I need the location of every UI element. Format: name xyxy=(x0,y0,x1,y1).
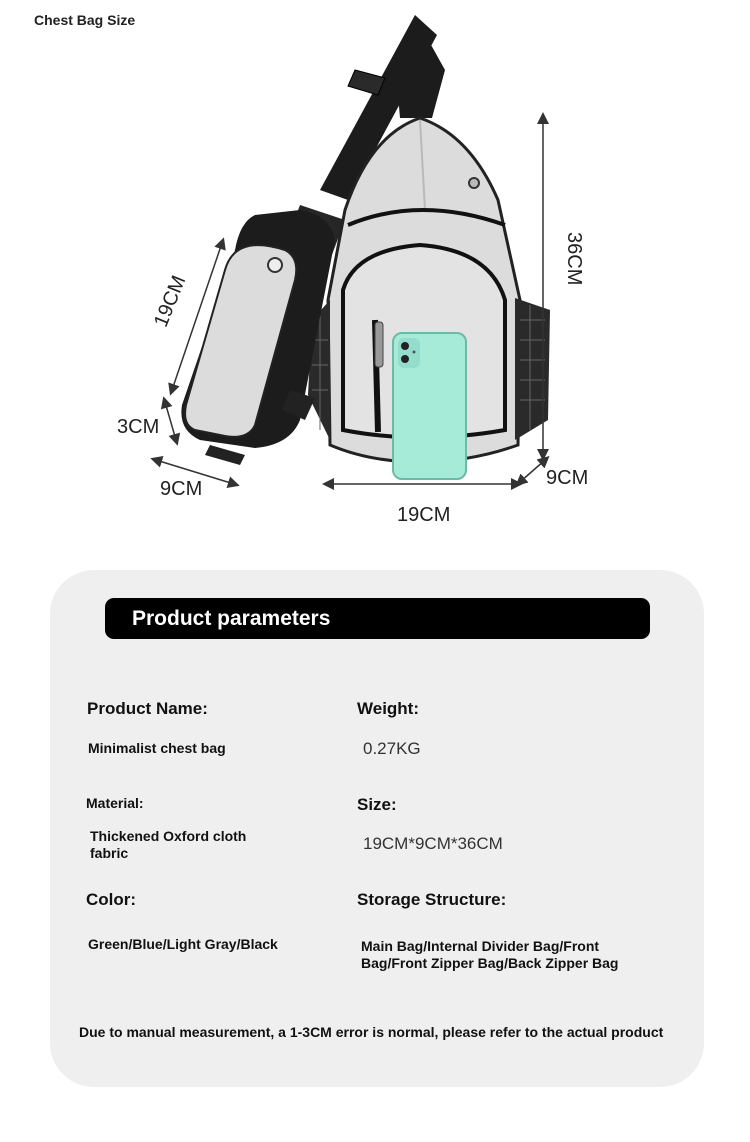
weight-value: 0.27KG xyxy=(363,739,421,758)
storage-value-line2: Bag/Front Zipper Bag/Back Zipper Bag xyxy=(361,955,619,971)
weight-label: Weight: xyxy=(357,699,420,718)
page-title: Chest Bag Size xyxy=(34,12,136,28)
product-name-value: Minimalist chest bag xyxy=(88,740,226,756)
dim-pouch-thickness: 3CM xyxy=(117,416,160,438)
product-name-label: Product Name: xyxy=(87,699,208,718)
dim-main-height: 36CM xyxy=(563,232,585,286)
size-label: Size: xyxy=(357,795,397,814)
color-label: Color: xyxy=(86,890,137,909)
material-value-line1: Thickened Oxford cloth xyxy=(90,828,247,844)
size-value: 19CM*9CM*36CM xyxy=(363,834,503,853)
phone xyxy=(393,333,466,479)
dim-pouch-width: 9CM xyxy=(160,478,203,500)
material-label: Material: xyxy=(86,795,144,811)
color-value: Green/Blue/Light Gray/Black xyxy=(88,936,278,952)
bag-illustration xyxy=(0,0,750,560)
measurement-note: Due to manual measurement, a 1-3CM error is normal, please refer to the actual product xyxy=(79,1024,664,1040)
storage-value-line1: Main Bag/Internal Divider Bag/Front xyxy=(361,938,600,954)
parameters-header: Product parameters xyxy=(105,598,650,639)
dim-pouch-height: 19CM xyxy=(150,272,191,331)
material-value-line2: fabric xyxy=(90,845,129,861)
dim-main-width: 19CM xyxy=(397,504,451,526)
storage-label: Storage Structure: xyxy=(357,890,507,909)
dim-main-depth: 9CM xyxy=(546,467,589,489)
small-pouch xyxy=(181,210,335,465)
